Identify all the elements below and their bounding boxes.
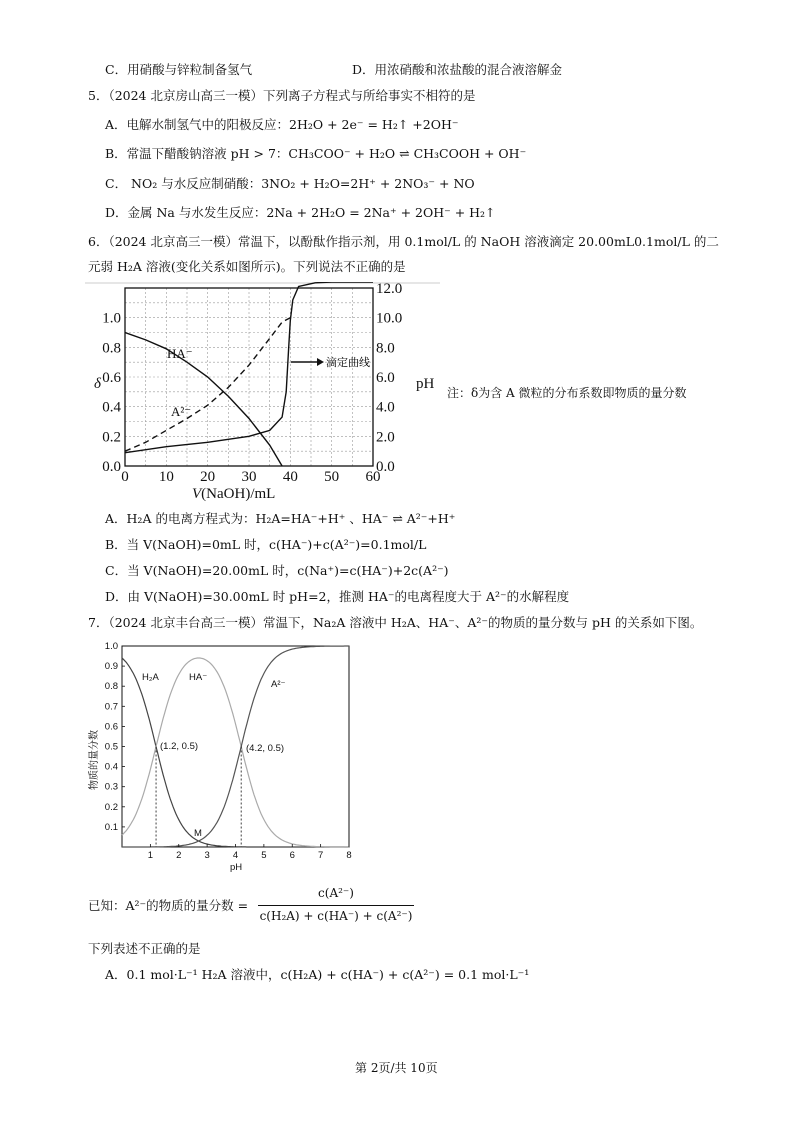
series-label-HA: HA⁻: [189, 672, 208, 683]
q5-option-d: D．金属 Na 与水发生反应：2Na + 2H₂O = 2Na⁺ + 2OH⁻ + H₂↑: [105, 205, 496, 220]
y-right-tick-label: 10.0: [376, 310, 403, 327]
y-left-tick-label: 1.0: [102, 310, 121, 327]
x-tick-label: 1: [147, 850, 154, 861]
fraction-bar: [258, 905, 414, 906]
q4-option-c: C．用硝酸与锌粒制备氢气: [105, 62, 253, 77]
q6-option-b: B．当 V(NaOH)=0mL 时，c(HA⁻)+c(A²⁻)=0.1mol/L: [105, 537, 427, 552]
point-label-1: (1.2, 0.5): [160, 741, 199, 752]
y-tick-label: 0.6: [104, 721, 118, 733]
y-right-tick-label: 0.0: [376, 459, 395, 475]
y-left-label: δ: [94, 376, 101, 392]
x-tick-label: 4: [232, 850, 239, 861]
page-footer: 第 2页/共 10页: [355, 1061, 438, 1075]
titration-chart: [85, 282, 445, 504]
series-label-A2: A²⁻: [171, 404, 192, 419]
q7-option-a: A．0.1 mol·L⁻¹ H₂A 溶液中，c(H₂A) + c(HA⁻) + c(A²⁻) = 0.1 mol·L⁻¹: [105, 967, 530, 982]
y-tick-label: 1.0: [104, 641, 118, 652]
y-tick-label: 0.1: [104, 821, 118, 833]
titration-curve-label: 滴定曲线: [326, 356, 370, 369]
y-tick-label: 0.3: [104, 781, 118, 793]
q6-option-d: D．由 V(NaOH)=30.00mL 时 pH=2，推测 HA⁻的电离程度大于 A²⁻的水解程度: [105, 589, 570, 604]
q6-stem-line2: 元弱 H₂A 溶液(变化关系如图所示)。下列说法不正确的是: [88, 259, 406, 274]
y-right-label: pH: [416, 376, 435, 392]
x-tick-label: 40: [282, 469, 298, 485]
q6-note: 注：δ为含 A 微粒的分布系数即物质的量分数: [447, 386, 687, 400]
series-line-0: [125, 333, 282, 467]
x-tick-label: 6: [289, 850, 295, 861]
fraction-denominator: c(H₂A) + c(HA⁻) + c(A²⁻): [259, 909, 413, 923]
y-right-tick-label: 12.0: [376, 282, 403, 297]
arrow-head: [317, 358, 324, 366]
y-left-tick-label: 0.4: [102, 399, 121, 416]
x-tick-label: 8: [346, 850, 352, 861]
q6-stem-line1: 6．（2024 北京高三一模）常温下，以酚酞作指示剂，用 0.1mol/L 的 NaOH 溶液滴定 20.00mL0.1mol/L 的二: [88, 234, 719, 249]
q7-ask: 下列表述不正确的是: [88, 941, 201, 956]
x-tick-label: 30: [241, 469, 257, 485]
x-tick-label: 0: [121, 469, 129, 485]
point-label-2: (4.2, 0.5): [246, 743, 285, 754]
x-tick-label: 5: [261, 850, 267, 861]
y-tick-label: 0.7: [104, 701, 118, 713]
x-tick-label: 3: [204, 850, 210, 861]
x-axis-label: V(NaOH)/mL: [192, 486, 276, 502]
fraction-numerator: c(A²⁻): [318, 886, 354, 900]
y-right-tick-label: 4.0: [376, 399, 395, 416]
y-axis-label: 物质的量分数: [89, 730, 100, 790]
y-left-tick-label: 0.2: [102, 429, 121, 446]
y-tick-label: 0.2: [104, 801, 118, 813]
q5-option-a: A．电解水制氢气中的阳极反应：2H₂O + 2e⁻ = H₂↑ +2OH⁻: [105, 117, 459, 132]
q6-option-a: A．H₂A 的电离方程式为：H₂A=HA⁻+H⁺ 、HA⁻ ⇌ A²⁻+H⁺: [105, 511, 456, 526]
y-right-tick-label: 8.0: [376, 340, 395, 357]
q6-option-c: C．当 V(NaOH)=20.00mL 时，c(Na⁺)=c(HA⁻)+2c(A²⁻): [105, 563, 449, 578]
y-right-tick-label: 6.0: [376, 370, 395, 386]
q7-stem: 7．（2024 北京丰台高三一模）常温下，Na₂A 溶液中 H₂A、HA⁻、A²⁻的物质的量分数与 pH 的关系如下图。: [88, 615, 703, 630]
q7-known-prefix: 已知：A²⁻的物质的量分数 =: [88, 898, 249, 913]
y-left-tick-label: 0.8: [102, 340, 121, 357]
y-tick-label: 0.8: [104, 681, 118, 693]
series-label-H2A: H₂A: [142, 672, 159, 683]
distribution-chart: [85, 640, 360, 875]
y-tick-label: 0.9: [104, 661, 118, 673]
y-right-tick-label: 2.0: [376, 429, 395, 446]
series-label-A2: A²⁻: [271, 679, 286, 690]
x-tick-label: 10: [158, 469, 174, 485]
x-tick-label: 60: [365, 469, 381, 485]
x-tick-label: 50: [324, 469, 340, 485]
q5-option-c: C． NO₂ 与水反应制硝酸：3NO₂ + H₂O=2H⁺ + 2NO₃⁻ + NO: [105, 176, 475, 191]
x-tick-label: 2: [176, 850, 182, 861]
y-tick-label: 0.4: [104, 761, 118, 773]
y-left-tick-label: 0.0: [102, 459, 121, 475]
y-tick-label: 0.5: [104, 741, 118, 753]
series-label-HA: HA⁻: [167, 346, 193, 361]
x-tick-label: 7: [317, 850, 324, 861]
y-left-tick-label: 0.6: [102, 370, 121, 386]
point-label-M: M: [194, 828, 202, 839]
x-axis-label: pH: [230, 862, 243, 873]
q5-option-b: B．常温下醋酸钠溶液 pH > 7：CH₃COO⁻ + H₂O ⇌ CH₃COOH + OH⁻: [105, 146, 527, 161]
x-tick-label: 20: [200, 469, 216, 485]
q4-option-d: D．用浓硝酸和浓盐酸的混合液溶解金: [352, 62, 563, 77]
q5-stem: 5．（2024 北京房山高三一模）下列离子方程式与所给事实不相符的是: [88, 88, 476, 103]
